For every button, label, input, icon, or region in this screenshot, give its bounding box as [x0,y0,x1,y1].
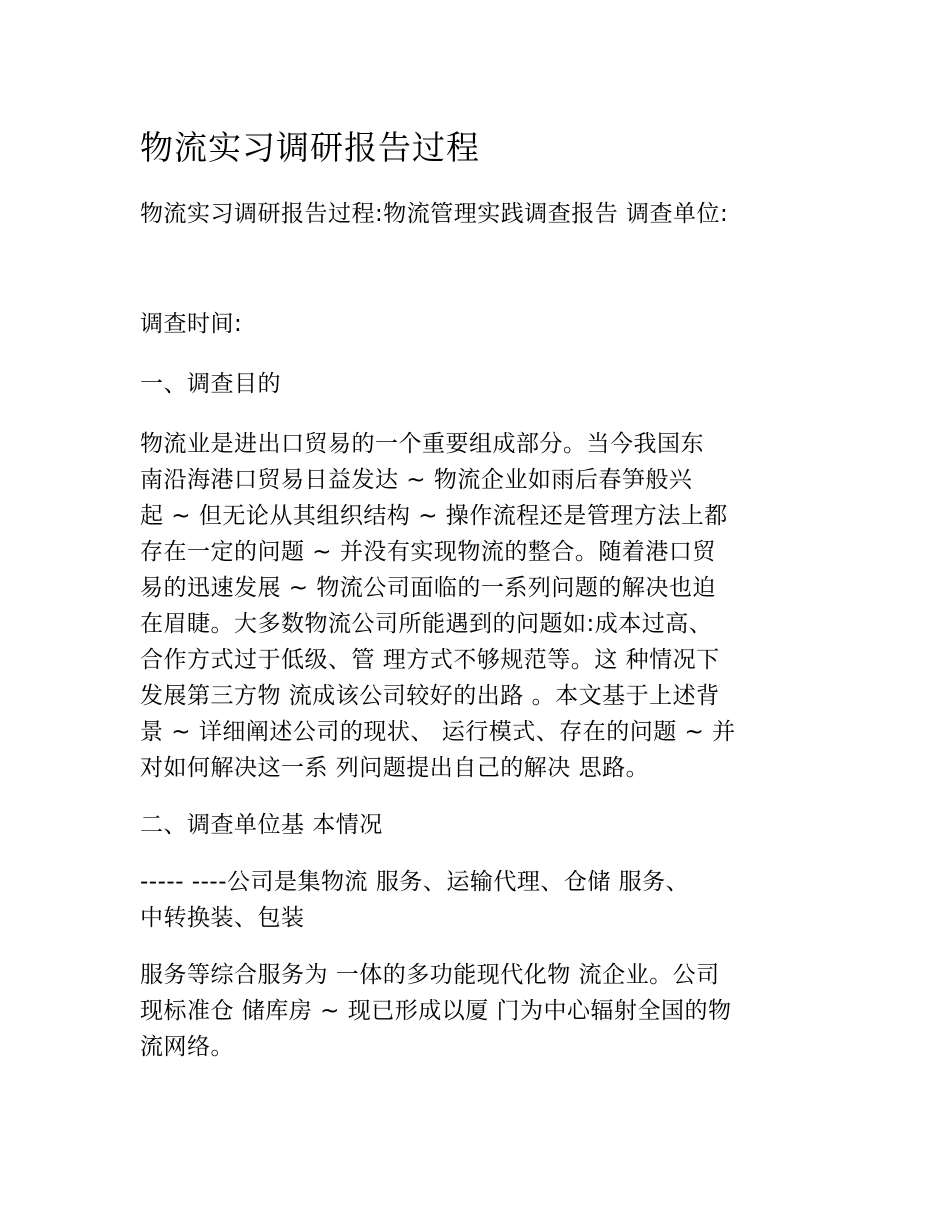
paragraph-line: 服务等综合服务为 一体的多功能现代化物 流企业。公司 [140,962,720,988]
paragraph-line: 南沿海港口贸易日益发达 ~ 物流企业如雨后春笋般兴 [140,467,693,493]
intro-line: 物流实习调研报告过程:物流管理实践调查报告 调查单位: [140,201,729,227]
paragraph-line: 易的迅速发展 ~ 物流公司面临的一系列问题的解决也迫 [140,575,716,601]
section1-heading: 一、调查目的 [140,371,281,397]
paragraph-line: 起 ~ 但无论从其组织结构 ~ 操作流程还是管理方法上都 [140,503,728,529]
paragraph-line: 景 ~ 详细阐述公司的现状、 运行模式、存在的问题 ~ 并 [140,719,736,745]
section1-paragraph [140,426,840,786]
paragraph-line: 发展第三方物 流成该公司较好的出路 。本文基于上述背 [140,683,720,709]
paragraph-line: 对如何解决这一系 列问题提出自己的解决 思路。 [140,755,650,781]
paragraph-line: 合作方式过于低级、管 理方式不够规范等。这 种情况下 [140,647,720,673]
paragraph-line: 在眉睫。大多数物流公司所能遇到的问题如:成本过高、 [140,611,713,637]
paragraph-line: ----- ----公司是集物流 服务、运输代理、仓储 服务、 [140,869,690,895]
section2-paragraph-1 [140,864,840,936]
document-title: 物流实习调研报告过程 [140,128,480,167]
document-content [140,126,840,1065]
section2-heading: 二、调查单位基 本情况 [140,812,383,838]
paragraph-line: 存在一定的问题 ~ 并没有实现物流的整合。随着港口贸 [140,539,716,565]
paragraph-line: 中转换装、包装 [140,905,305,931]
survey-time: 调查时间: [140,311,243,337]
paragraph-line: 物流业是进出口贸易的一个重要组成部分。当今我国东 [140,431,704,457]
paragraph-line: 现标准仓 储库房 ~ 现已形成以厦 门为中心辐射全国的物 [140,998,732,1024]
section2-paragraph-2 [140,957,840,1065]
paragraph-line: 流网络。 [140,1034,234,1060]
